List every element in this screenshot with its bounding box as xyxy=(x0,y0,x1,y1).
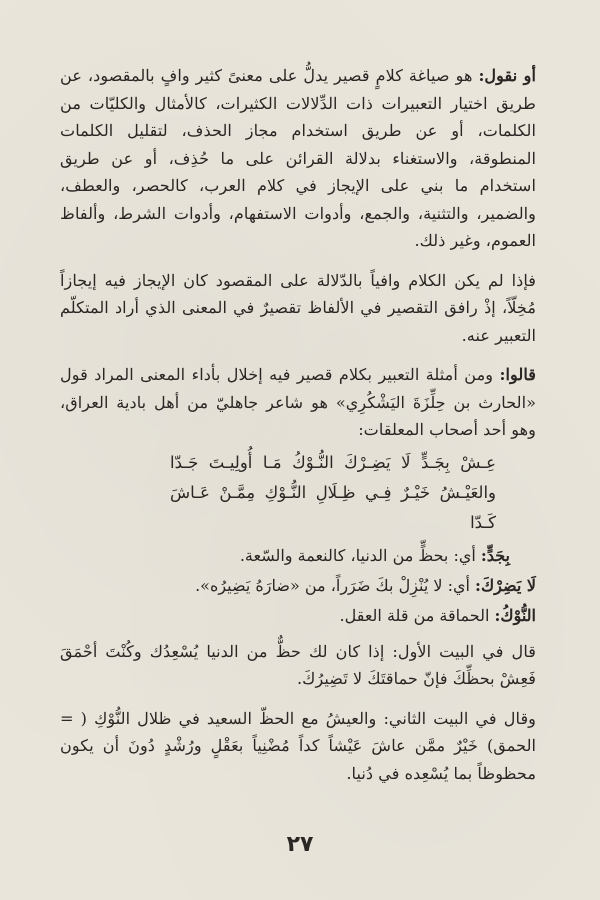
paragraph-lead: قالوا: xyxy=(499,365,536,384)
gloss-term: النُّوْكُ: xyxy=(494,605,536,625)
explanation-first-verse: قال في البيت الأول: إذا كان لك حظٌّ من الدنيا يُسْعِدُك وكُنْتَ أحْمَقَ فَعِشْ بحظِّكَ فإنّ حماقتَكَ لا تَضِيرُكَ. xyxy=(60,641,536,688)
gloss-text: أي: بحظٍّ من الدنيا، كالنعمة والسّعة. xyxy=(239,545,481,565)
gloss-text: الحماقة من قلة العقل. xyxy=(339,605,495,625)
gloss-la-yadirka xyxy=(60,572,536,600)
verse-line-2: والعَيْـشُ خَيْـرٌ فِـي ظِـلَالِ النُّـوْكِ مِمَّـنْ عَـاشَ كَـدّا xyxy=(170,482,496,532)
explanation-second-verse: وقال في البيت الثاني: والعيشُ مع الحظّ السعيد في ظلال النُّوْكِ ( = الحمق) خَيْرٌ ممَّن عاشَ عَيْشاً كداً مُضْنِياً بعَقْلٍ ورُشْدٍ دُونَ أن يكون محظوظاً بما يُسْعِده في دُنيا. xyxy=(60,708,536,783)
paragraph-text: هو صياغة كلامٍ قصير يدلُّ على معنىً كثير وافٍ بالمقصود، عن طريق اختيار التعبيرات ذات الدِّلالات الكثيرات، كالأمثال والكليّات من الكلمات، أو عن طريق استخدام مجاز الحذف، لتقليل الكلمات المنطوقة، والاستغناء بدلالة القرائن على ما حُذِف، أو عن طريق استخدام ما بني على الإيجاز في كلام العرب، كالحصر، والعطف، والضمير، والتثنية، والجمع، وأدوات الاستفهام، وأدوات الشرط، وألفاظ العموم، وغير ذلك. xyxy=(60,66,536,250)
paragraph-example-intro xyxy=(60,361,536,444)
paragraph-lead: أو نقول: xyxy=(478,66,536,85)
gloss-term: بِجَدٍّ: xyxy=(480,545,510,565)
poem-verses xyxy=(60,448,536,538)
gloss-text: أي: لا يُنْزِلْ بكَ ضَرَراً، من «ضارَهُ يَضِيرُه». xyxy=(195,575,476,595)
gloss-term: لَا يَضِرْكَ: xyxy=(475,575,536,595)
verse-line-1: عِـشْ بِجَـدٍّ لَا يَضِـرْكَ النُّـوْكُ مَـا أُولِيـتَ جَـدّا xyxy=(170,452,496,472)
paragraph-definition xyxy=(60,62,536,255)
gloss-annawk xyxy=(60,602,536,630)
page-number: ٢٧ xyxy=(286,832,314,857)
paragraph-faulty-brevity: فإذا لم يكن الكلام وافياً بالدّلالة على المقصود كان الإيجاز فيه إيجازاً مُخِلّاً، إذْ رافق التقصير في الألفاظ تقصيرٌ في المعنى الذي أراد المتكلّم التعبير عنه. xyxy=(60,270,536,345)
gloss-bijaddin xyxy=(60,542,536,570)
paragraph-text: ومن أمثلة التعبير بكلام قصير فيه إخلال بأداء المعنى المراد قول «الحارث بن حِلِّزَةَ اليَشْكُرِي» هو شاعر جاهليّ من أهل بادية العراق، وهو أحد أصحاب المعلقات: xyxy=(60,365,536,439)
